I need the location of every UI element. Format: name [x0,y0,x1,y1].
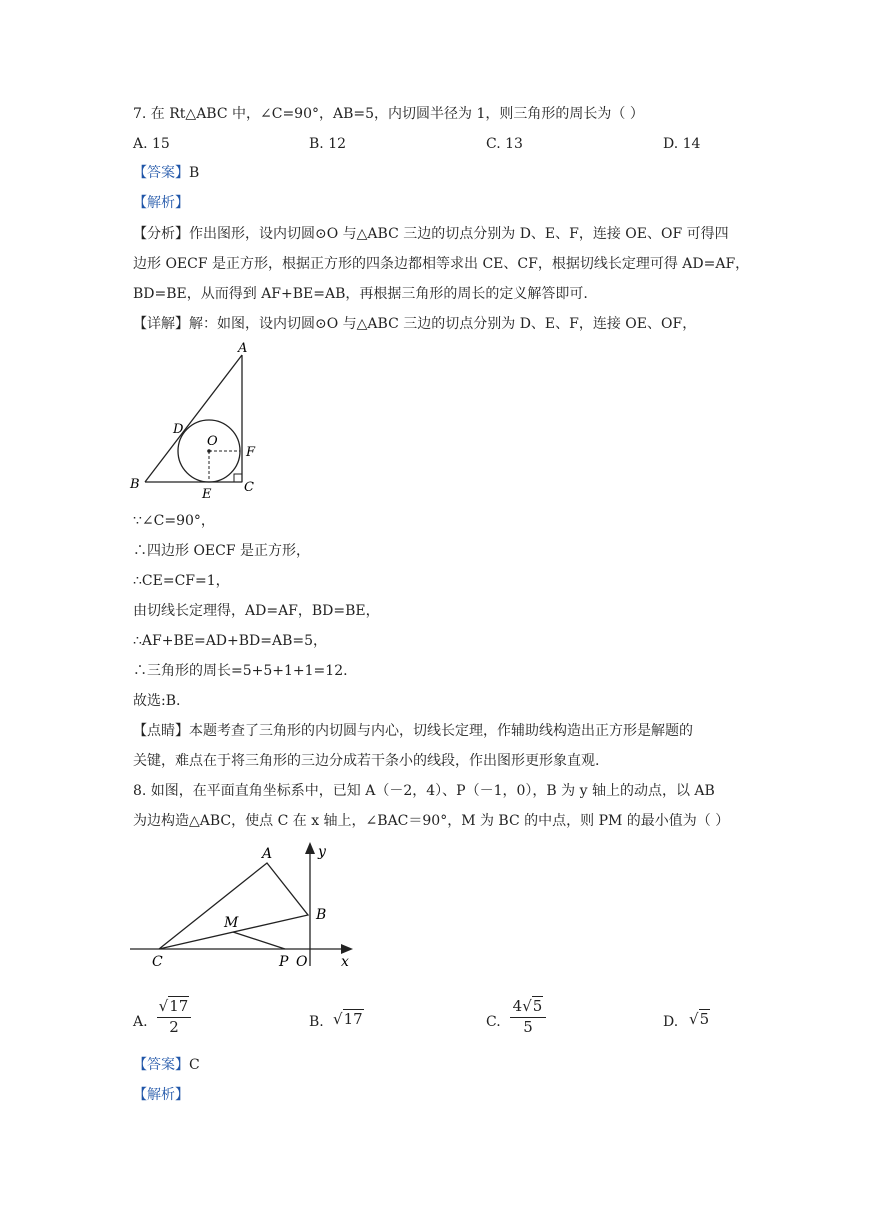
q8-option-a-letter: A. [133,1014,148,1030]
label-c: C [244,480,254,495]
q8-option-b-value: √17 [333,1010,363,1028]
q7-fenxi-line-2: 边形 OECF 是正方形，根据正方形的四条边都相等求出 CE、CF，根据切线长定理可得 AD=AF， [133,256,750,272]
q7-comment-line-1: 【点睛】本题考查了三角形的内切圆与内心，切线长定理，作辅助线构造出正方形是解题的 [133,723,693,739]
label-d: D [173,422,184,437]
q7-step-6: ∴三角形的周长=5+5+1+1=12. [133,663,348,679]
q8-analysis-tag: 【解析】 [133,1087,189,1103]
q8-option-a-value: $\frac{√17}{2}$ [157,997,191,1036]
label-o: O [207,434,218,449]
q7-answer [133,163,199,183]
label-a: A [238,341,248,356]
q8-option-d-letter: D. [663,1014,679,1030]
q7-fenxi-line-3: BD=BE，从而得到 AF+BE=AB，再根据三角形的周长的定义解答即可. [133,286,588,302]
q8-coordinate-figure [125,838,365,973]
q8-option-b-letter: B. [309,1014,324,1030]
q7-step-2: ∴四边形 OECF 是正方形， [133,543,311,559]
label-p: P [279,954,289,970]
label-o: O [296,954,308,970]
q7-step-3: ∴CE=CF=1， [133,573,230,589]
label-m: M [224,915,239,931]
comment-tag: 【点睛】 [133,723,189,739]
q8-answer [133,1055,200,1075]
q8-option-c-value: $\frac{4√5}{5}$ [510,997,546,1036]
q7-fenxi-line-1: 【分析】作出图形，设内切圆⊙O 与△ABC 三边的切点分别为 D、E、F，连接 OE、OF 可得四 [133,226,729,242]
label-b: B [316,907,327,923]
q7-step-5: ∴AF+BE=AD+BD=AB=5， [133,633,328,649]
q7-detail: 【详解】解：如图，设内切圆⊙O 与△ABC 三边的切点分别为 D、E、F，连接 OE、OF， [133,316,697,332]
q8-option-c-letter: C. [486,1014,501,1030]
label-c: C [152,954,163,970]
label-a: A [262,846,273,862]
label-y: y [318,844,326,860]
q7-option-b: B. 12 [309,136,347,152]
q8-question-line-1: 8. 如图，在平面直角坐标系中，已知 A（－2，4）、P（－1，0），B 为 y 轴上的动点，以 AB [133,783,715,799]
fenxi-tag: 【分析】 [133,226,189,242]
label-b: B [130,477,140,492]
q7-comment-line-2: 关键，难点在于将三角形的三边分成若干条小的线段，作出图形更形象直观. [133,753,600,769]
q7-option-a: A. 15 [133,136,170,152]
label-e: E [202,487,212,502]
q8-question-line-2: 为边构造△ABC，使点 C 在 x 轴上，∠BAC＝90°，M 为 BC 的中点，则 PM 的最小值为（ ） [133,813,730,829]
label-f: F [246,445,256,460]
q7-step-7: 故选:B. [133,693,181,709]
q7-option-d: D. 14 [663,136,701,152]
answer-tag: 【答案】 [133,1057,189,1073]
answer-tag: 【答案】 [133,165,189,181]
q8-option-d-value: √5 [689,1010,710,1028]
q7-step-4: 由切线长定理得，AD=AF，BD=BE， [133,603,380,619]
answer-value: B [189,165,200,181]
label-x: x [341,954,349,970]
q7-question: 7. 在 Rt△ABC 中，∠C=90°，AB=5，内切圆半径为 1，则三角形的周长为（ ） [133,106,644,122]
q7-triangle-figure [125,338,270,503]
detail-tag: 【详解】 [133,316,189,332]
q7-analysis-tag: 【解析】 [133,195,189,211]
q7-option-c: C. 13 [486,136,523,152]
answer-value: C [189,1057,200,1073]
q7-step-1: ∵∠C=90°， [133,513,215,529]
